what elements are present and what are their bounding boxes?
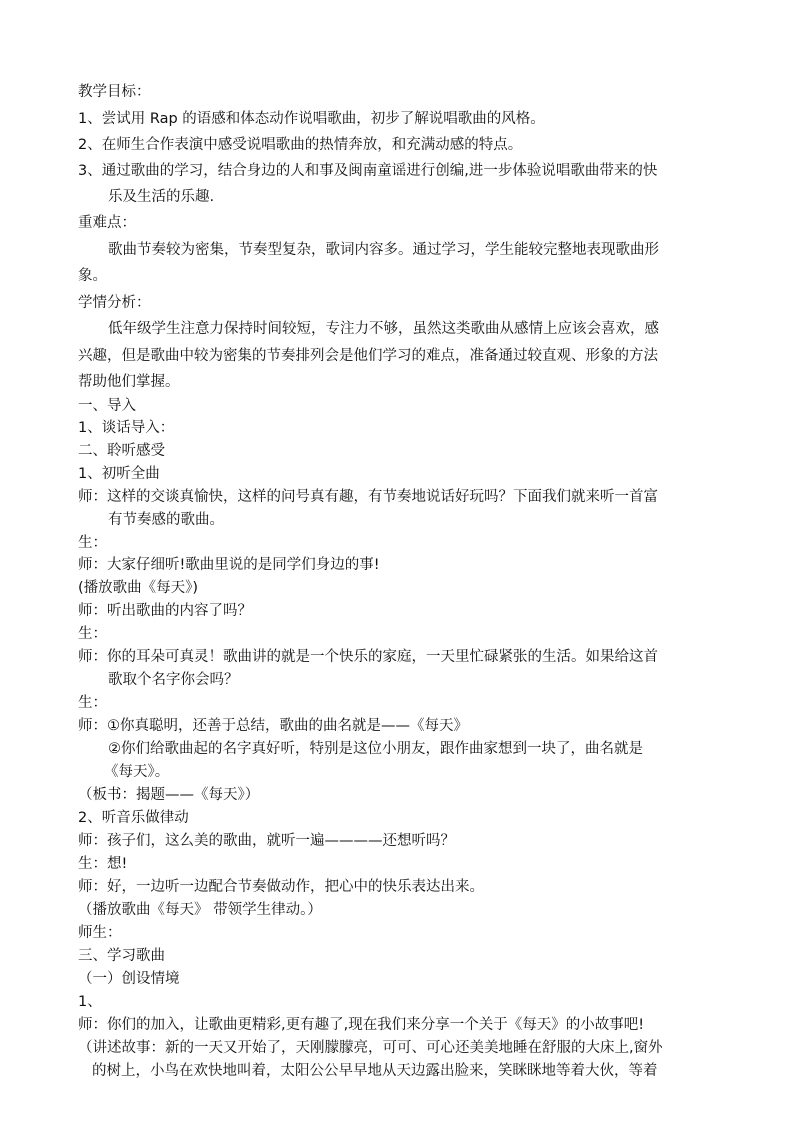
section-intro: 一、导入 <box>78 398 136 414</box>
dialogue-line-cont: ②你们给歌曲起的名字真好听，特别是这位小朋友，跟作曲家想到一块了，曲名就是 <box>108 741 643 757</box>
blackboard-note: （板书：揭题——《每天》） <box>78 787 260 803</box>
key-points-paragraph: 歌曲节奏较为密集，节奏型复杂，歌词内容多。通过学习，学生能较完整地表现歌曲形 <box>108 242 659 258</box>
stage-direction: (播放歌曲《每天》) <box>78 580 199 596</box>
goal-item-3: 3、通过歌曲的学习，结合身边的人和事及闽南童谣进行创编,进一步体验说唱歌曲带来的快 <box>78 163 658 179</box>
goal-item-1: 1、尝试用 Rap 的语感和体态动作说唱歌曲，初步了解说唱歌曲的风格。 <box>78 111 545 127</box>
section-listen: 二、聆听感受 <box>78 443 165 459</box>
subsection-movement: 2、听音乐做律动 <box>78 810 189 826</box>
dialogue-line-cont: 有节奏感的歌曲。 <box>108 512 224 528</box>
section-learn-song: 三、学习歌曲 <box>78 948 165 964</box>
dialogue-line-cont: 歌取个名字你会吗？ <box>108 672 239 688</box>
dialogue-line: 生： <box>78 535 107 551</box>
dialogue-line: 师：你们的加入，让歌曲更精彩,更有趣了,现在我们来分享一个关于《每天》的小故事吧! <box>78 1017 645 1033</box>
dialogue-line: 师：这样的交谈真愉快，这样的问号真有趣，有节奏地说话好玩吗？下面我们就来听一首富 <box>78 489 658 505</box>
subsection-first-listen: 1、初听全曲 <box>78 466 160 482</box>
list-number: 1、 <box>78 994 102 1010</box>
analysis-paragraph: 低年级学生注意力保持时间较短，专注力不够，虽然这类歌曲从感情上应该会喜欢，感 <box>108 321 659 337</box>
goal-item-3-cont: 乐及生活的乐趣. <box>108 189 215 205</box>
analysis-paragraph-cont-2: 帮助他们掌握。 <box>78 374 180 390</box>
subsection-scenario: （一）创设情境 <box>78 971 180 987</box>
dialogue-line: 师：好，一边听一边配合节奏做动作，把心中的快乐表达出来。 <box>78 879 484 895</box>
dialogue-line-cont: 《每天》。 <box>104 764 170 780</box>
heading-student-analysis: 学情分析： <box>78 295 151 311</box>
dialogue-line: 师：大家仔细听!歌曲里说的是同学们身边的事! <box>78 557 380 573</box>
story-paragraph: （讲述故事：新的一天又开始了，天刚朦朦亮，可可、可心还美美地睡在舒服的大床上,窗外 <box>78 1040 663 1056</box>
analysis-paragraph-cont-1: 兴趣，但是歌曲中较为密集的节奏排列会是他们学习的难点，准备通过较直观、形象的方法 <box>78 348 658 364</box>
dialogue-line: 师：听出歌曲的内容了吗？ <box>78 603 252 619</box>
dialogue-line: 生： <box>78 695 107 711</box>
dialogue-line: 师：①你真聪明，还善于总结，歌曲的曲名就是——《每天》 <box>78 718 468 734</box>
dialogue-line: 师：孩子们，这么美的歌曲，就听一遍————还想听吗？ <box>78 833 455 849</box>
dialogue-line: 生： <box>78 626 107 642</box>
dialogue-line: 师：你的耳朵可真灵！歌曲讲的就是一个快乐的家庭，一天里忙碌紧张的生活。如果给这首 <box>78 649 658 665</box>
heading-teaching-goals: 教学目标： <box>78 84 151 100</box>
key-points-paragraph-cont: 象。 <box>78 268 107 284</box>
heading-key-points: 重难点： <box>78 215 136 231</box>
story-paragraph-cont: 的树上，小鸟在欢快地叫着，太阳公公早早地从天边露出脸来，笑眯眯地等着大伙，等着 <box>92 1063 658 1079</box>
subsection-talk-intro: 1、谈话导入： <box>78 420 175 436</box>
dialogue-line: 师生： <box>78 925 122 941</box>
goal-item-2: 2、在师生合作表演中感受说唱歌曲的热情奔放，和充满动感的特点。 <box>78 137 523 153</box>
stage-direction: （播放歌曲《每天》 带领学生律动。） <box>78 902 322 918</box>
dialogue-line: 生：想! <box>78 856 128 872</box>
